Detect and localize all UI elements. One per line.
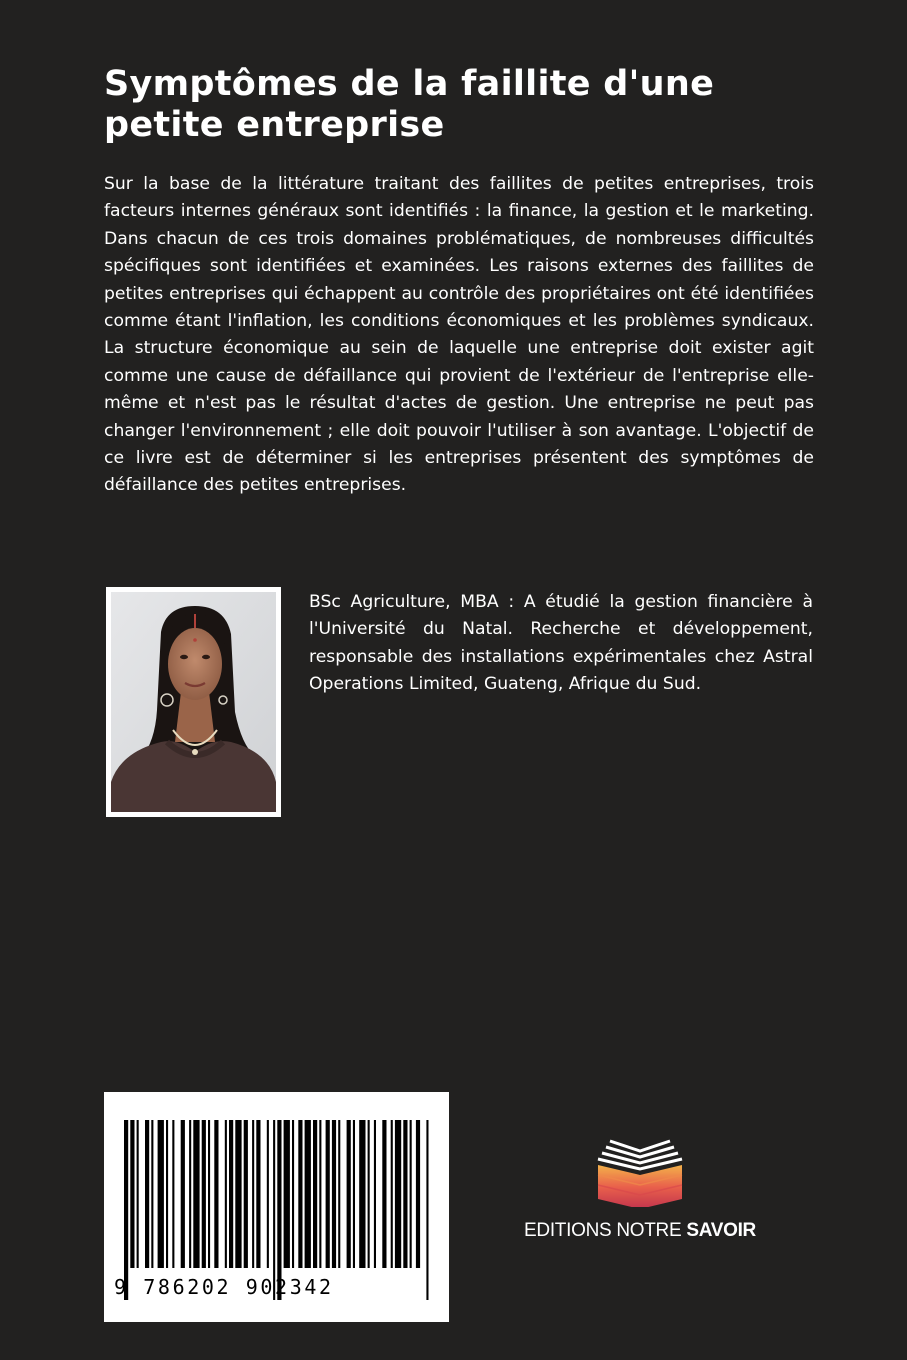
barcode-bar	[229, 1120, 233, 1268]
barcode-bar	[151, 1120, 153, 1268]
publisher-name	[520, 1220, 760, 1242]
barcode-bar	[208, 1120, 210, 1268]
barcode-bar	[137, 1120, 139, 1268]
barcode-bar	[368, 1120, 370, 1268]
barcode-bar	[416, 1120, 420, 1268]
author-portrait-image	[111, 592, 276, 812]
publisher-logo	[520, 1135, 760, 1255]
barcode-bar	[244, 1120, 248, 1268]
barcode-bar	[172, 1120, 174, 1268]
barcode-bar	[273, 1120, 275, 1300]
barcode-bar	[181, 1120, 185, 1268]
barcode-bar	[353, 1120, 355, 1268]
barcode-bar	[292, 1120, 294, 1268]
open-book-icon	[594, 1135, 686, 1207]
book-description: Sur la base de la littérature traitant des faillites de petites entreprises, trois facteurs internes généraux sont identifiés : la finance, la gestion et le marketing. Dans chacun de ces trois domaines problématiques, de nombreuses difficultés spécifiques sont identifiées et examinées. Les raisons externes des faillites de petites entreprises qui échappent au contrôle des propriétaires ont été identifiées comme étant l'inflation, les conditions économiques et les problèmes syndicaux. La structure économique au sein de laquelle une entreprise doit exister agit comme une cause de défaillance qui provient de l'extérieur de l'entreprise elle-même et n'est pas le résultat d'actes de gestion. Une entreprise ne peut pas changer l'environnement ; elle doit pouvoir l'utiliser à son avantage. L'objectif de ce livre est de déterminer si les entreprises présentent des symptômes de défaillance des petites entreprises.	[104, 174, 814, 496]
barcode-bar	[252, 1120, 254, 1268]
barcode-bar	[347, 1120, 351, 1268]
barcode-bar	[298, 1120, 302, 1268]
barcode-bar	[305, 1120, 311, 1268]
barcode-bar	[338, 1120, 340, 1268]
barcode-bar	[326, 1120, 330, 1268]
barcode-bar	[313, 1120, 317, 1268]
barcode-bar	[277, 1120, 281, 1300]
barcode-bar	[225, 1120, 227, 1268]
barcode	[104, 1092, 449, 1322]
barcode-bar	[284, 1120, 290, 1268]
publisher-name-bold: SAVOIR	[686, 1220, 756, 1241]
barcode-bar	[189, 1120, 191, 1268]
book-title: Symptômes de la faillite d'une petite entreprise	[104, 64, 715, 145]
barcode-bar	[359, 1120, 365, 1268]
barcode-bar	[426, 1120, 428, 1300]
barcode-bar	[124, 1120, 128, 1300]
barcode-bar	[130, 1120, 134, 1268]
author-bio: BSc Agriculture, MBA : A étudié la gestion financière à l'Université du Natal. Recherche et développement, responsable des installations expérimentales chez Astral Operations Limited, Guateng, Afrique du Sud.	[309, 592, 813, 695]
author-photo	[106, 587, 281, 817]
barcode-bar	[410, 1120, 412, 1268]
barcode-bar	[166, 1120, 168, 1268]
publisher-name-light: EDITIONS NOTRE	[524, 1220, 687, 1241]
barcode-bar	[193, 1120, 199, 1268]
barcode-bar	[391, 1120, 393, 1268]
barcode-bar	[382, 1120, 386, 1268]
barcode-bar	[214, 1120, 218, 1268]
barcode-bar	[158, 1120, 164, 1268]
barcode-bar	[374, 1120, 376, 1268]
barcode-bar	[202, 1120, 206, 1268]
barcode-bar	[235, 1120, 241, 1268]
barcode-bar	[145, 1120, 149, 1268]
barcode-bar	[267, 1120, 269, 1268]
barcode-bar	[256, 1120, 260, 1268]
isbn-number: 9 786202 902342	[114, 1275, 334, 1299]
barcode-bar	[403, 1120, 407, 1268]
barcode-bar	[319, 1120, 321, 1268]
barcode-bar	[395, 1120, 401, 1268]
barcode-bar	[332, 1120, 336, 1268]
